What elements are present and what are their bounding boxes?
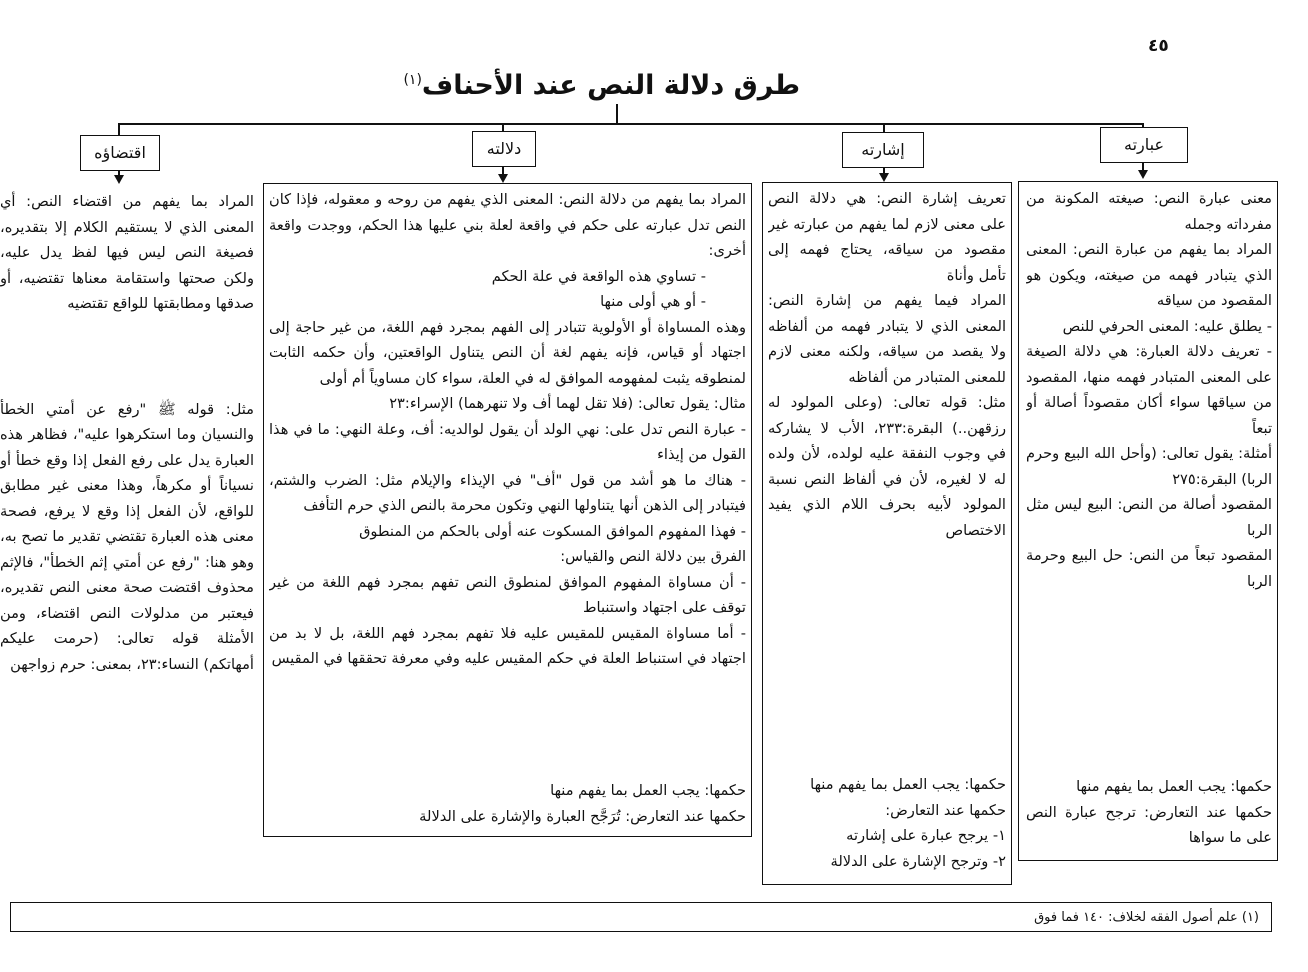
- ibara-paragraph: - يطلق عليه: المعنى الحرفي للنص: [1062, 317, 1272, 335]
- ishara-paragraph: المراد فيما يفهم من إشارة النص: المعنى الذي لا يتبادر فهمه من ألفاظه ولا يقصد من سياقه، ولكنه معنى لازم للمعنى المتبادر من ألفاظه: [768, 292, 1006, 386]
- tree-drop-iqtida: [118, 123, 120, 135]
- ibara-paragraph: المقصود أصالة من النص: البيع ليس مثل الربا: [1026, 496, 1272, 539]
- dalala-paragraph: - تساوي هذه الواقعة في علة الحكم: [491, 267, 706, 285]
- header-ishara: إشارته: [842, 132, 924, 168]
- ishara-paragraph: مثل: قوله تعالى: (وعلى المولود له رزقهن..) البقرة:٢٣٣، الأب لا يشاركه في وجوب النفقة عليه لولده، لأن ولده له لا لغيره، لأن في ألفاظ النص نسبة المولود لأبيه بحرف اللام الذي يفيد الاختصاص: [768, 394, 1006, 539]
- iqtida-paragraph: مثل: قوله ﷺ "رفع عن أمتي الخطأ والنسيان وما استكرهوا عليه"، فظاهر هذه العبارة يدل على رفع الفعل إذا وقع خطأ أو نسياناً أو مكرهاً، وهذا معنى غير مطابق للواقع، لأن الفعل إذا وقع لا يرفع، فصحة معنى هذه العبارة تقتضي تقدير ما تصح به، وهو هنا: "رفع عن أمتي إثم الخطأ"، فالإثم محذوف اقتضت صحة معنى النص تقديره، فيعتبر من مدلولات النص اقتضاء، ومن الأمثلة قوله تعالى: (حرمت عليكم أمهاتكم) النساء:٢٣، بمعنى: حرم زواجهن: [0, 400, 254, 673]
- arrow-dalala: [498, 174, 508, 183]
- header-ibara: عبارته: [1100, 127, 1188, 163]
- ibara-paragraph: المراد بما يفهم من عبارة النص: المعنى الذي يتبادر فهمه من صيغته، ويكون هو المقصود من سياقه: [1026, 241, 1272, 309]
- dalala-paragraph: مثال: يقول تعالى: (فلا تقل لهما أف ولا تنهرهما) الإسراء:٢٣: [389, 395, 746, 412]
- arrow-ishara: [879, 173, 889, 182]
- dalala-paragraph: - أن مساواة المفهوم الموافق لمنطوق النص تفهم بمجرد فهم اللغة من غير توقف على اجتهاد واستنباط: [269, 573, 746, 616]
- tree-horizontal-line: [118, 123, 1144, 125]
- ibara-paragraph: أمثلة: يقول تعالى: (وأحل الله البيع وحرم الربا) البقرة:٢٧٥: [1026, 445, 1272, 488]
- iqtida-paragraph: المراد بما يفهم من اقتضاء النص: أي المعنى الذي لا يستقيم الكلام إلا بتقديره، فصيغة النص ليس فيها لفظ يدل عليه، ولكن صحتها واستقامة معناها تقتضيه، أو صدقها ومطابقتها للواقع تقتضيه: [0, 193, 254, 312]
- ishara-ruling-item: ٢- وترجح الإشارة على الدلالة: [830, 852, 1006, 870]
- dalala-paragraph: - هناك ما هو أشد من قول "أف" في الإيذاء والإيلام مثل: الضرب والشتم، فيتبادر إلى الذهن أنها يتناولها النهي وتكون محرمة بالنص الذي حرم التأفف: [269, 471, 746, 514]
- ibara-ruling-conflict: حكمها عند التعارض: ترجح عبارة النص على ما سواها: [1026, 803, 1272, 846]
- arrow-stem-dalala: [502, 166, 504, 174]
- tree-drop-dalala: [502, 123, 504, 131]
- dalala-paragraph: - عبارة النص تدل على: نهي الولد أن يقول لوالديه: أف، وعلة النهي: ما في هذا القول من إيذاء: [269, 420, 746, 463]
- ibara-paragraph: المقصود تبعاً من النص: حل البيع وحرمة الربا: [1026, 547, 1272, 590]
- column-ishara-ruling: [768, 772, 1006, 878]
- ibara-paragraph: معنى عبارة النص: صيغته المكونة من مفرداته وجمله: [1026, 190, 1272, 233]
- column-iqtida: [0, 189, 254, 839]
- column-ishara: [768, 186, 1006, 766]
- column-ibara: [1026, 186, 1272, 854]
- ibara-ruling: حكمها: يجب العمل بما يفهم منها: [1076, 778, 1272, 795]
- ishara-ruling: حكمها: يجب العمل بما يفهم منها: [810, 776, 1006, 793]
- column-ibara-ruling: [1026, 774, 1272, 854]
- dalala-paragraph: - أو هي أولى منها: [600, 293, 706, 310]
- dalala-paragraph: المراد بما يفهم من دلالة النص: المعنى الذي يفهم من روحه و معقوله، فإذا كان النص تدل عبارته على حكم في واقعة لعلة بني عليها هذا الحكم، ووجدت واقعة أخرى:: [269, 191, 746, 259]
- title-stem-line: [616, 104, 618, 124]
- title-footnote-ref: (١): [403, 72, 422, 88]
- ishara-ruling-item: ١- يرجح عبارة على إشارته: [846, 827, 1006, 844]
- ishara-paragraph: تعريف إشارة النص: هي دلالة النص على معنى لازم لما يفهم من عبارته غير مقصود من سياقه، يحتاج فهمه إلى تأمل وأناة: [768, 190, 1006, 284]
- column-dalala-ruling: [269, 778, 746, 832]
- header-iqtida: اقتضاؤه: [80, 135, 160, 171]
- dalala-paragraph: - فهذا المفهوم الموافق المسكوت عنه أولى بالحكم من المنطوق: [359, 522, 746, 540]
- arrow-ibara: [1138, 170, 1148, 179]
- title-text: طرق دلالة النص عند الأحناف: [421, 70, 800, 101]
- dalala-ruling: حكمها: يجب العمل بما يفهم منها: [550, 782, 746, 799]
- dalala-ruling-conflict: حكمها عند التعارض: تُرَجَّح العبارة والإشارة على الدلالة: [419, 807, 746, 825]
- dalala-paragraph: وهذه المساواة أو الأولوية تتبادر إلى الفهم بمجرد فهم اللغة، من غير حاجة إلى اجتهاد أو قياس، فإنه يفهم لغة أن النص يتناول الواقعتين، وأن حكمه الثابت لمنطوقه يثبت لمفهومه الموافق له في العلة، سواء كان مساوياً أم أولى: [269, 318, 746, 387]
- page-title: [403, 70, 800, 101]
- column-dalala: [269, 187, 746, 777]
- dalala-paragraph: - أما مساواة المقيس للمقيس عليه فلا تفهم بمجرد فهم اللغة، بل لا بد من اجتهاد في استنباط العلة في حكم المقيس عليه وفي معرفة تحققها في المقيس: [269, 624, 746, 667]
- dalala-paragraph: الفرق بين دلالة النص والقياس:: [560, 548, 746, 565]
- footnote: (١) علم أصول الفقه لخلاف: ١٤٠ فما فوق: [10, 902, 1272, 932]
- ishara-ruling-conflict: حكمها عند التعارض:: [885, 801, 1006, 819]
- arrow-stem-ibara: [1142, 162, 1144, 170]
- ibara-paragraph: - تعريف دلالة العبارة: هي دلالة الصيغة على المعنى المتبادر فهمه منها، المقصود من سياقها سواء أكان مقصوداً أصالة أو تبعاً: [1026, 343, 1272, 437]
- arrow-iqtida: [114, 175, 124, 184]
- header-dalala: دلالته: [472, 131, 536, 167]
- page-number: ٤٥: [1148, 36, 1169, 56]
